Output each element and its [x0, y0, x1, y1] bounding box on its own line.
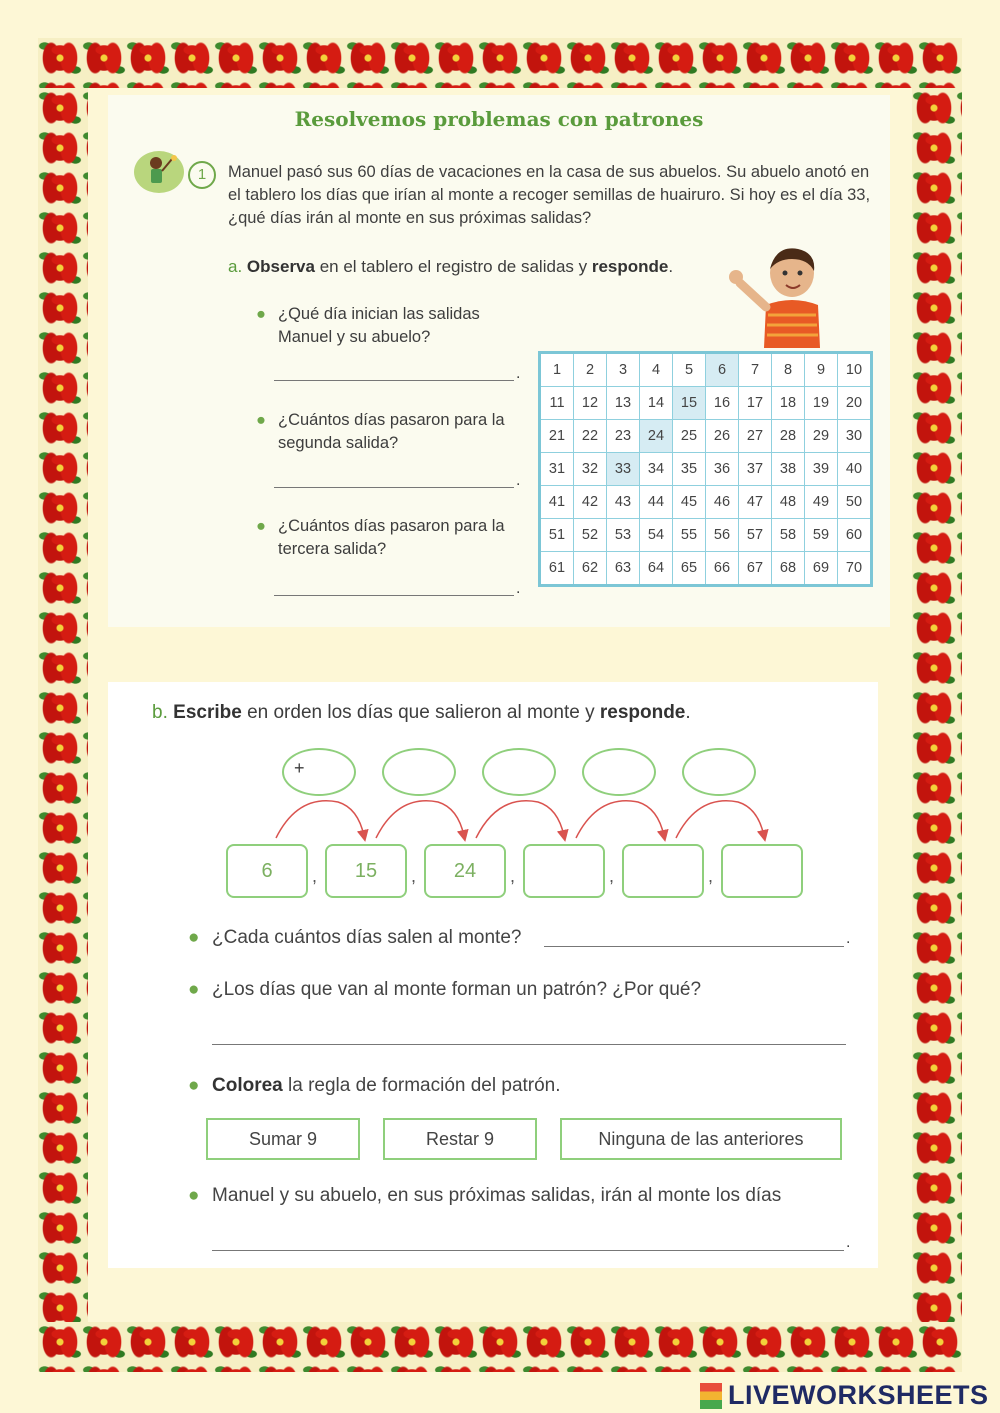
instruction-b: [152, 702, 691, 724]
board-cell: 30: [838, 420, 872, 453]
question-a1: [256, 303, 528, 349]
day-box-5[interactable]: [622, 844, 704, 898]
instruction-text: en orden los días que salieron al monte y: [241, 702, 600, 723]
question-a2: [256, 409, 528, 455]
board-cell: 5: [673, 353, 706, 387]
answer-line-a2[interactable]: [274, 487, 514, 488]
answer-line-b1[interactable]: [544, 946, 844, 947]
bullet-icon: ●: [188, 979, 200, 1000]
boy-waving-illustration-icon: [720, 243, 840, 348]
board-cell: 57: [739, 519, 772, 552]
instruction-end: .: [685, 702, 691, 723]
board-cell: 33: [607, 453, 640, 486]
liveworksheets-logo-icon: [700, 1383, 722, 1409]
board-cell: 52: [574, 519, 607, 552]
problem-number: 1: [188, 161, 216, 189]
board-cell: 53: [607, 519, 640, 552]
board-row: [540, 353, 872, 387]
day-box-2: 15: [325, 844, 407, 898]
rule-option-none[interactable]: Ninguna de las anteriores: [560, 1118, 842, 1160]
board-cell: 47: [739, 486, 772, 519]
board-cell: 12: [574, 387, 607, 420]
board-cell: 28: [772, 420, 805, 453]
board-cell: 44: [640, 486, 673, 519]
instruction-end: .: [668, 257, 674, 276]
board-cell: 35: [673, 453, 706, 486]
instruction-verb: Escribe: [173, 702, 242, 723]
difference-oval-5[interactable]: [682, 748, 756, 796]
question-text: ¿Los días que van al monte forman un patrón? ¿Por qué?: [212, 979, 702, 1000]
separator-comma: ,: [510, 866, 516, 886]
watermark: LIVEWORKSHEETS: [728, 1380, 989, 1410]
question-text: ¿Cada cuántos días salen al monte?: [212, 927, 522, 948]
difference-oval-3[interactable]: [482, 748, 556, 796]
answer-line-end: .: [516, 580, 521, 597]
separator-comma: ,: [708, 866, 714, 886]
board-cell: 1: [540, 353, 574, 387]
bullet-icon: ●: [256, 305, 266, 323]
board-cell: 43: [607, 486, 640, 519]
instruction-text: en el tablero el registro de salidas y: [314, 257, 592, 276]
number-board: [538, 351, 873, 587]
bullet-icon: ●: [256, 517, 266, 535]
day-box-6[interactable]: [721, 844, 803, 898]
board-row: [540, 519, 872, 552]
board-cell: 22: [574, 420, 607, 453]
board-cell: 25: [673, 420, 706, 453]
board-cell: 68: [772, 552, 805, 586]
board-cell: 48: [772, 486, 805, 519]
answer-line-b4[interactable]: [212, 1250, 844, 1251]
poinsettia-border-bottom: [38, 1322, 962, 1372]
board-cell: 40: [838, 453, 872, 486]
board-cell: 58: [772, 519, 805, 552]
board-row: [540, 420, 872, 453]
bullet-icon: ●: [188, 1075, 200, 1096]
board-cell: 27: [739, 420, 772, 453]
question-b2: [188, 978, 702, 1002]
separator-comma: ,: [609, 866, 615, 886]
board-row: [540, 453, 872, 486]
difference-oval-4[interactable]: [582, 748, 656, 796]
question-text: ¿Cuántos días pasaron para la tercera salida?: [278, 517, 505, 558]
board-cell: 16: [706, 387, 739, 420]
board-cell: 36: [706, 453, 739, 486]
answer-line-a1[interactable]: [274, 380, 514, 381]
child-illustration-icon: [134, 151, 184, 193]
board-cell: 37: [739, 453, 772, 486]
board-cell: 3: [607, 353, 640, 387]
pattern-panel: [108, 682, 878, 1268]
instruction-a: [228, 257, 673, 277]
problem-text: Manuel pasó sus 60 días de vacaciones en la casa de sus abuelos. Su abuelo anotó en el tablero los días que irían al monte a recoger semillas de huairuro. Si hoy es el día 33, ¿qué días irán al monte en sus próximas salidas?: [228, 163, 871, 227]
poinsettia-border-top: [38, 38, 962, 88]
board-cell: 11: [540, 387, 574, 420]
jump-arrows-icon: [258, 794, 778, 844]
board-cell: 66: [706, 552, 739, 586]
rule-option-add-9[interactable]: Sumar 9: [206, 1118, 360, 1160]
board-cell: 24: [640, 420, 673, 453]
board-cell: 7: [739, 353, 772, 387]
answer-line-b2[interactable]: [212, 1044, 846, 1045]
board-cell: 34: [640, 453, 673, 486]
board-cell: 17: [739, 387, 772, 420]
board-row: [540, 486, 872, 519]
board-cell: 65: [673, 552, 706, 586]
question-verb: Colorea: [212, 1075, 283, 1096]
day-box-1: 6: [226, 844, 308, 898]
board-cell: 26: [706, 420, 739, 453]
board-cell: 39: [805, 453, 838, 486]
board-cell: 41: [540, 486, 574, 519]
answer-line-a3[interactable]: [274, 595, 514, 596]
board-cell: 62: [574, 552, 607, 586]
day-box-4[interactable]: [523, 844, 605, 898]
separator-comma: ,: [411, 866, 417, 886]
separator-comma: ,: [312, 866, 318, 886]
instruction-verb-2: responde: [599, 702, 686, 723]
question-text: la regla de formación del patrón.: [282, 1075, 561, 1096]
board-cell: 2: [574, 353, 607, 387]
board-cell: 14: [640, 387, 673, 420]
question-text: Manuel y su abuelo, en sus próximas salidas, irán al monte los días: [212, 1185, 782, 1206]
instruction-verb-2: responde: [591, 257, 669, 276]
board-cell: 29: [805, 420, 838, 453]
board-cell: 61: [540, 552, 574, 586]
board-cell: 59: [805, 519, 838, 552]
board-row: [540, 552, 872, 586]
board-cell: 54: [640, 519, 673, 552]
answer-line-end: .: [516, 365, 521, 382]
board-cell: 9: [805, 353, 838, 387]
board-cell: 19: [805, 387, 838, 420]
page-title: Resolvemos problemas con patrones: [294, 107, 704, 131]
board-cell: 31: [540, 453, 574, 486]
board-cell: 15: [673, 387, 706, 420]
question-text: ¿Cuántos días pasaron para la segunda salida?: [278, 411, 505, 452]
board-cell: 8: [772, 353, 805, 387]
board-cell: 70: [838, 552, 872, 586]
board-cell: 38: [772, 453, 805, 486]
board-cell: 21: [540, 420, 574, 453]
board-cell: 60: [838, 519, 872, 552]
board-cell: 18: [772, 387, 805, 420]
board-cell: 69: [805, 552, 838, 586]
board-row: [540, 387, 872, 420]
board-cell: 13: [607, 387, 640, 420]
oval-plus-label: +: [294, 758, 305, 778]
answer-line-end: .: [516, 472, 521, 489]
board-cell: 49: [805, 486, 838, 519]
day-box-3: 24: [424, 844, 506, 898]
instruction-letter: b.: [152, 702, 168, 723]
board-cell: 45: [673, 486, 706, 519]
rule-option-subtract-9[interactable]: Restar 9: [383, 1118, 537, 1160]
problem-panel: [108, 95, 890, 627]
board-cell: 46: [706, 486, 739, 519]
bullet-icon: ●: [188, 927, 200, 948]
bullet-icon: ●: [256, 411, 266, 429]
board-cell: 23: [607, 420, 640, 453]
question-b1: [188, 926, 522, 950]
answer-line-end: .: [846, 930, 851, 947]
board-cell: 67: [739, 552, 772, 586]
board-cell: 10: [838, 353, 872, 387]
board-cell: 55: [673, 519, 706, 552]
board-cell: 6: [706, 353, 739, 387]
bullet-icon: ●: [188, 1185, 200, 1206]
question-b4: [188, 1184, 782, 1208]
difference-oval-2[interactable]: [382, 748, 456, 796]
board-cell: 51: [540, 519, 574, 552]
answer-line-end: .: [846, 1234, 851, 1251]
board-cell: 20: [838, 387, 872, 420]
poinsettia-border-right: [912, 88, 962, 1322]
instruction-verb: Observa: [246, 257, 315, 276]
board-cell: 63: [607, 552, 640, 586]
board-cell: 4: [640, 353, 673, 387]
board-cell: 32: [574, 453, 607, 486]
board-cell: 50: [838, 486, 872, 519]
question-text: ¿Qué día inician las salidas Manuel y su abuelo?: [278, 305, 480, 346]
question-b3: [188, 1074, 561, 1098]
board-cell: 42: [574, 486, 607, 519]
board-cell: 56: [706, 519, 739, 552]
instruction-letter: a.: [228, 257, 243, 276]
board-cell: 64: [640, 552, 673, 586]
difference-oval-1[interactable]: [282, 748, 356, 796]
poinsettia-border-left: [38, 88, 88, 1322]
question-a3: [256, 515, 528, 561]
